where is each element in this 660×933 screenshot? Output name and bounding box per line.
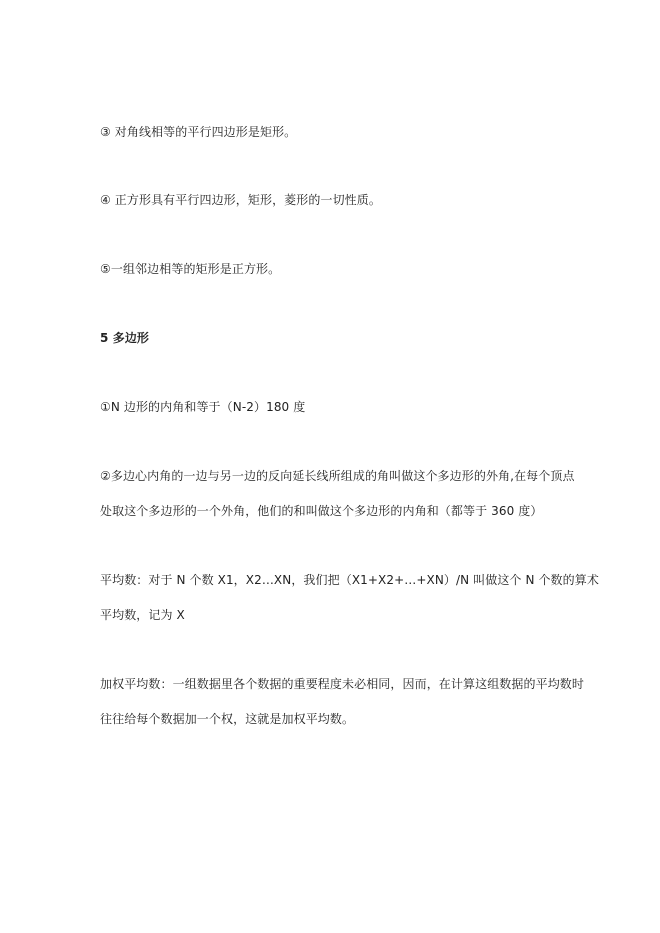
mean-definition-line-2: 平均数，记为 X bbox=[100, 608, 185, 622]
rectangle-rule-3: ③ 对角线相等的平行四边形是矩形。 bbox=[100, 125, 297, 139]
section-heading-polygon: 5 多边形 bbox=[100, 331, 150, 345]
weighted-mean-definition-line-2: 往往给每个数据加一个权，这就是加权平均数。 bbox=[100, 712, 355, 726]
square-rule-4: ④ 正方形具有平行四边形，矩形，菱形的一切性质。 bbox=[100, 193, 381, 207]
polygon-rule-1: ①N 边形的内角和等于（N-2）180 度 bbox=[100, 400, 306, 414]
square-rule-5: ⑤一组邻边相等的矩形是正方形。 bbox=[100, 262, 281, 276]
polygon-rule-2-line-1: ②多边心内角的一边与另一边的反向延长线所组成的角叫做这个多边形的外角,在每个顶点 bbox=[100, 469, 575, 483]
weighted-mean-definition-line-1: 加权平均数：一组数据里各个数据的重要程度未必相同，因而，在计算这组数据的平均数时 bbox=[100, 677, 585, 691]
polygon-rule-2-line-2: 处取这个多边形的一个外角，他们的和叫做这个多边形的内角和（都等于 360 度） bbox=[100, 504, 543, 518]
mean-definition-line-1: 平均数：对于 N 个数 X1，X2…XN，我们把（X1+X2+…+XN）/N 叫做这个 N 个数的算术 bbox=[100, 573, 599, 587]
